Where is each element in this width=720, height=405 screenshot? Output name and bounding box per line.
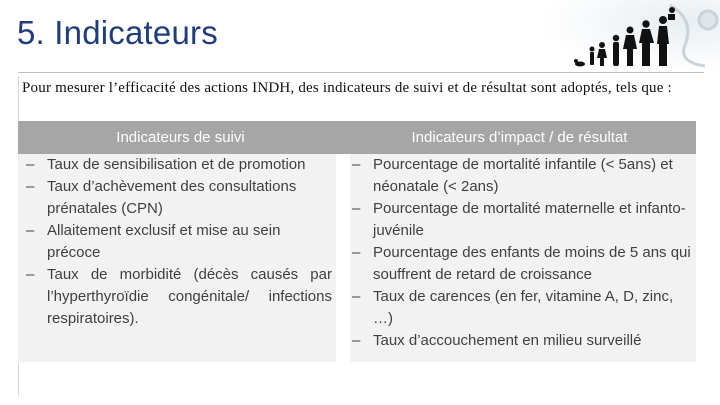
bullet-dash: – [352,200,361,217]
list-item [18,154,332,176]
impact-cell [343,154,696,362]
suivi-list [18,154,336,340]
bullet-dash: – [26,178,35,195]
bullet-dash: – [26,266,35,283]
life-stages-illustration [520,0,720,72]
list-item [18,264,332,330]
bullet-dash: – [26,222,35,239]
header-suivi: Indicateurs de suivi [18,121,343,154]
header-impact: Indicateurs d’impact / de résultat [343,121,696,154]
list-item-text: Taux de carences (en fer, vitamine A, D, zinc, …) [373,288,674,327]
list-item-text: Allaitement exclusif et mise au sein précoce [47,222,281,261]
page-title: 5. Indicateurs [17,14,218,51]
suivi-cell [18,154,343,362]
list-item-text: Taux de sensibilisation et de promotion [47,156,306,173]
list-item [350,198,692,242]
list-item [350,154,692,198]
list-item [350,330,692,352]
list-item [18,176,332,220]
impact-list [350,154,696,362]
bullet-dash: – [352,244,361,261]
list-item-text: Pourcentage des enfants de moins de 5 ans qui souffrent de retard de croissance [373,244,691,283]
bullet-dash: – [352,332,361,349]
list-item [350,286,692,330]
list-item-text: Pourcentage de mortalité maternelle et infanto-juvénile [373,200,686,239]
bullet-dash: – [352,156,361,173]
list-item-text: Taux d’accouchement en milieu surveillé [373,332,642,349]
intro-text: Pour mesurer l’efficacité des actions INDH, des indicateurs de suivi et de résultat sont adoptés, tels que : [22,80,672,96]
list-item-text: Taux de morbidité (décès causés par l’hyperthyroïdie congénitale/ infections respiratoires). [47,266,332,327]
list-item [18,220,332,264]
list-item-text: Taux d’achèvement des consultations prénatales (CPN) [47,178,297,217]
bullet-dash: – [26,156,35,173]
table-row [18,154,696,362]
title-underline [18,72,704,73]
table-header-row [18,121,696,154]
list-item-text: Pourcentage de mortalité infantile (< 5ans) et néonatale (< 2ans) [373,156,673,195]
bullet-dash: – [352,288,361,305]
indicators-table [18,121,696,362]
list-item [350,242,692,286]
